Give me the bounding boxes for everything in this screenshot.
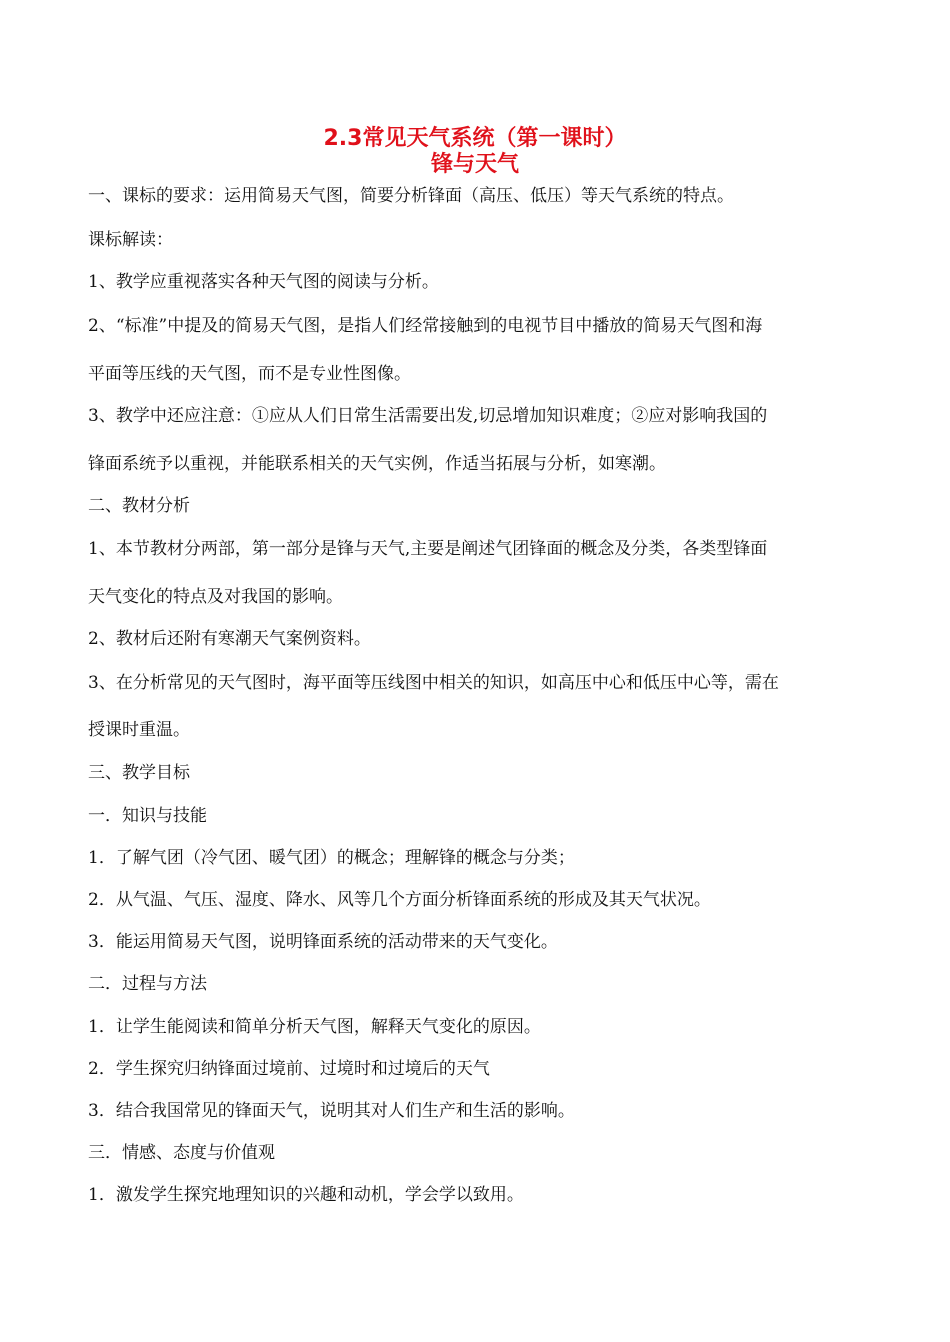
document-subtitle: 锋与天气 [430,152,519,177]
text-line: 锋面系统予以重视，并能联系相关的天气实例，作适当拓展与分析，如寒潮。 [88,454,666,474]
text-line: 3．能运用简易天气图，说明锋面系统的活动带来的天气变化。 [88,932,558,952]
text-line: 1、本节教材分两部，第一部分是锋与天气,主要是阐述气团锋面的概念及分类，各类型锋面 [88,539,768,559]
text-line: 3．结合我国常见的锋面天气，说明其对人们生产和生活的影响。 [88,1101,575,1121]
text-line: 一、课标的要求：运用简易天气图，简要分析锋面（高压、低压）等天气系统的特点。 [88,186,734,206]
text-line: 三、教学目标 [88,763,190,783]
text-line: 课标解读： [88,230,173,250]
text-line: 三．情感、态度与价值观 [88,1143,275,1163]
text-line: 平面等压线的天气图，而不是专业性图像。 [88,364,411,384]
text-line: 2．学生探究归纳锋面过境前、过境时和过境后的天气 [88,1059,490,1079]
text-line: 1．激发学生探究地理知识的兴趣和动机，学会学以致用。 [88,1185,524,1205]
text-line: 1．了解气团（冷气团、暖气团）的概念；理解锋的概念与分类； [88,848,575,868]
text-line: 3、教学中还应注意：①应从人们日常生活需要出发,切忌增加知识难度；②应对影响我国的 [88,406,768,426]
text-line: 授课时重温。 [88,720,190,740]
text-line: 二、教材分析 [88,496,190,516]
text-line: 2、“标准”中提及的简易天气图，是指人们经常接触到的电视节目中播放的简易天气图和海 [88,316,763,336]
text-line: 1．让学生能阅读和简单分析天气图，解释天气变化的原因。 [88,1017,541,1037]
text-line: 1、教学应重视落实各种天气图的阅读与分析。 [88,272,439,292]
document-title: 2.3常见天气系统（第一课时） [323,126,627,151]
text-line: 2．从气温、气压、湿度、降水、风等几个方面分析锋面系统的形成及其天气状况。 [88,890,711,910]
text-line: 一．知识与技能 [88,806,207,826]
text-line: 2、教材后还附有寒潮天气案例资料。 [88,629,371,649]
text-line: 二．过程与方法 [88,974,207,994]
text-line: 天气变化的特点及对我国的影响。 [88,587,343,607]
text-line: 3、在分析常见的天气图时，海平面等压线图中相关的知识，如高压中心和低压中心等，需在 [88,673,779,693]
